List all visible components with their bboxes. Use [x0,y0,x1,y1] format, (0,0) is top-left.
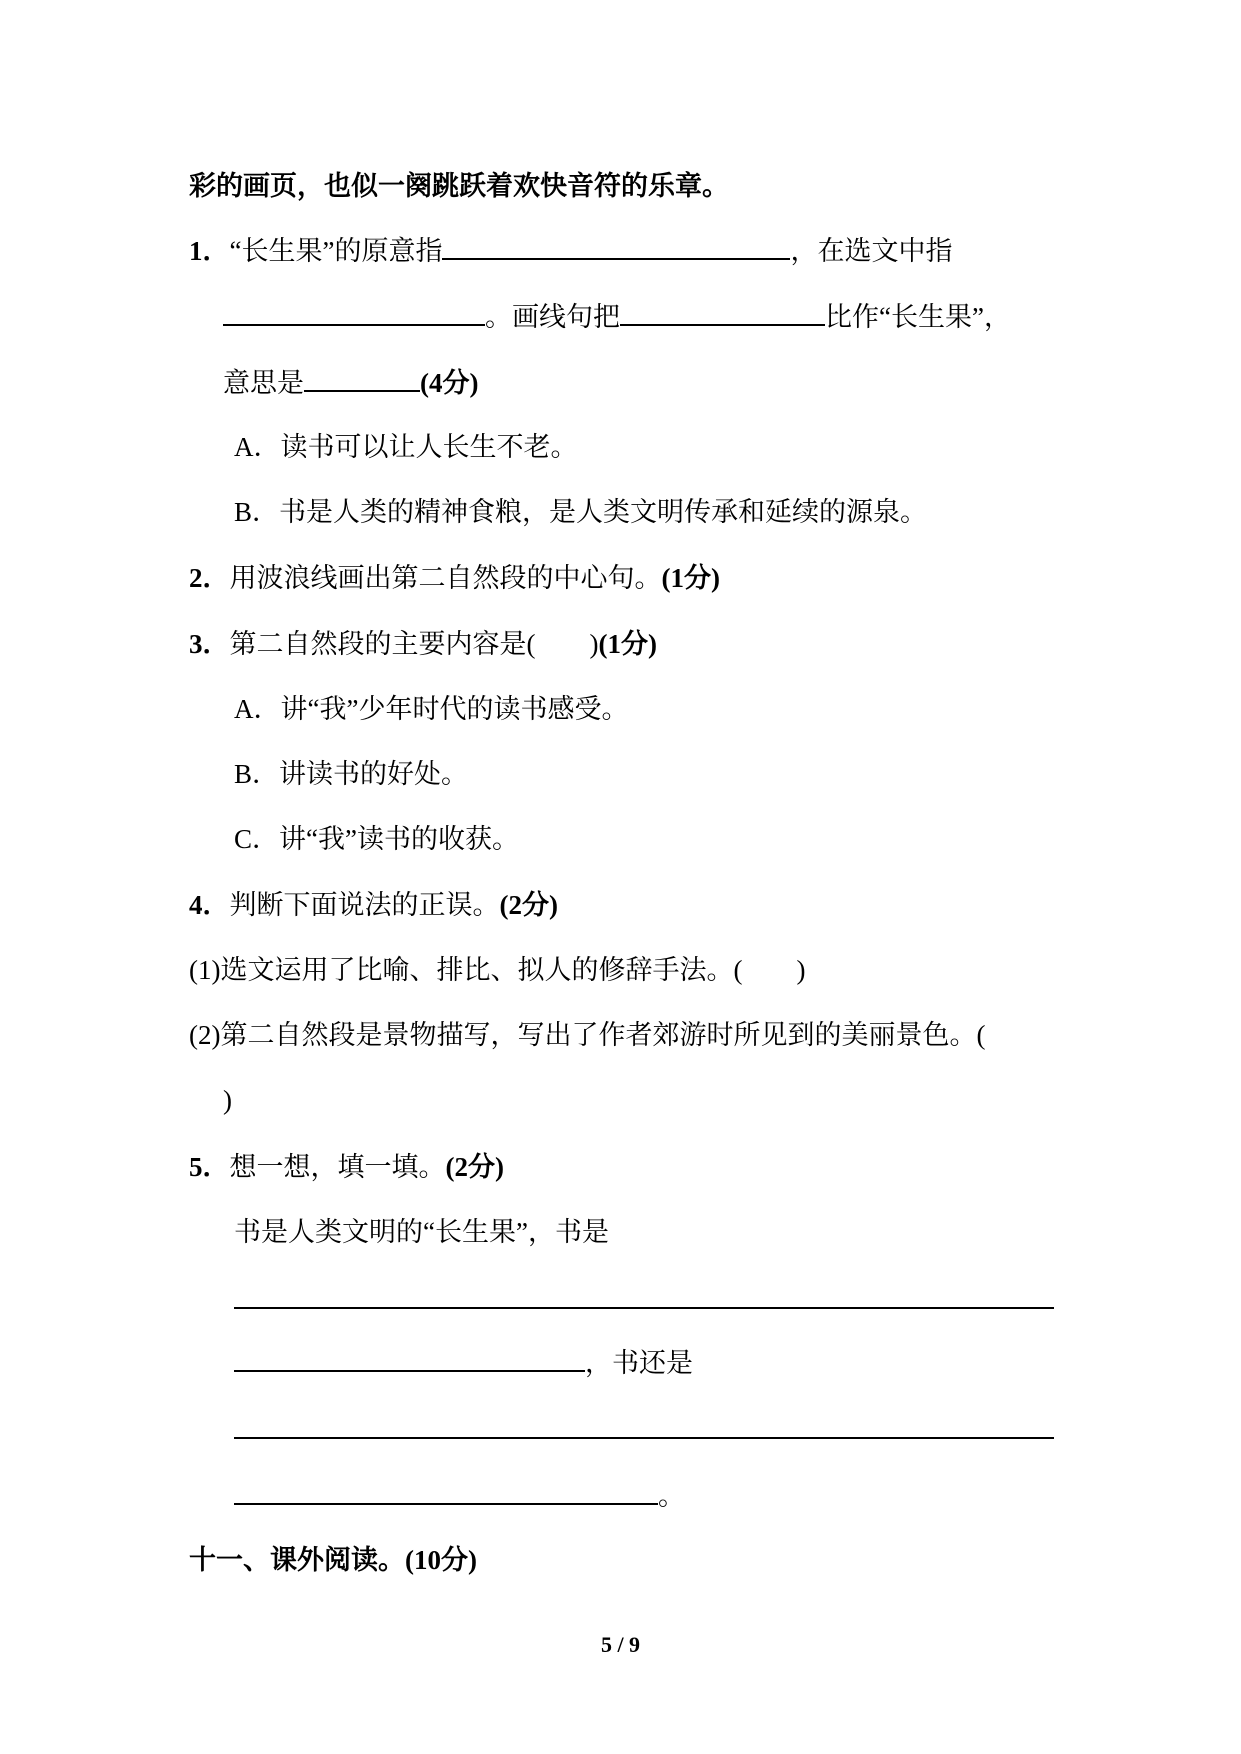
q5-line3 [234,1477,685,1514]
q2-text: 用波浪线画出第二自然段的中心句。 [229,563,662,593]
q5-blank-row [234,1281,1054,1318]
q1-blank-context-meaning[interactable] [223,298,485,326]
q4-item-2: (2)第二自然段是景物描写，写出了作者郊游时所见到的美丽景色。( [189,1020,986,1050]
q1-number: 1． [189,236,230,266]
q3-option-b: B．讲读书的好处。 [234,759,469,789]
q3-number: 3． [189,629,230,659]
q2-score: (1分) [661,563,720,593]
q5-blank-1a[interactable] [234,1281,1054,1309]
q4-score: (2分) [499,890,558,920]
q5-blank-row [234,1411,1054,1448]
q1-blank-compared[interactable] [620,298,825,326]
q3-text: 第二自然段的主要内容是( ) [229,629,599,659]
q4-item-1: (1)选文运用了比喻、排比、拟人的修辞手法。( ) [189,955,806,985]
q5-line1: 书是人类文明的“长生果”，书是 [234,1217,609,1247]
question-1 [189,232,952,269]
q1-text: 比作“长生果”， [825,302,1011,332]
q4-item-2-close: ) [223,1085,232,1115]
q5-blank-2b[interactable] [234,1477,658,1505]
q1-option-b: B．书是人类的精神食粮，是人类文明传承和延续的源泉。 [234,497,928,527]
q2-number: 2． [189,563,230,593]
q3-option-c: C．讲“我”读书的收获。 [234,824,519,854]
page-number: 5 / 9 [600,1632,641,1657]
section-11-title: 十一、课外阅读。 [189,1545,405,1575]
q3-option-a: A．讲“我”少年时代的读书感受。 [234,694,629,724]
q4-text: 判断下面说法的正误。 [229,890,500,920]
question-3 [189,626,657,662]
q5-text: 想一想，填一填。 [229,1152,446,1182]
q1-text: ，在选文中指 [790,236,953,266]
q5-blank-1b[interactable] [234,1344,585,1372]
q1-option-a: A．读书可以让人长生不老。 [234,432,578,462]
question-4 [189,887,558,923]
q1-text: “长生果”的原意指 [229,236,443,266]
q5-score: (2分) [445,1152,504,1182]
q5-number: 5． [189,1152,230,1182]
q1-blank-meaning[interactable] [304,364,420,392]
q4-number: 4． [189,890,230,920]
q1-score: (4分) [420,368,479,398]
q1-text: 。画线句把 [485,302,620,332]
question-5 [189,1149,504,1185]
section-11-score: (10分) [405,1545,477,1575]
passage-tail: 彩的画页，也似一阕跳跃着欢快音符的乐章。 [189,171,729,201]
question-1-line2 [223,298,1011,335]
q5-text: ，书还是 [585,1348,693,1378]
q5-text: 。 [658,1481,685,1511]
section-11-heading [189,1542,477,1578]
question-2 [189,560,720,596]
q3-score: (1分) [598,629,657,659]
question-1-line3 [223,364,478,401]
q1-blank-original-meaning[interactable] [442,232,790,260]
q1-text: 意思是 [223,368,304,398]
q5-line2 [234,1344,693,1381]
q5-blank-2a[interactable] [234,1411,1054,1439]
